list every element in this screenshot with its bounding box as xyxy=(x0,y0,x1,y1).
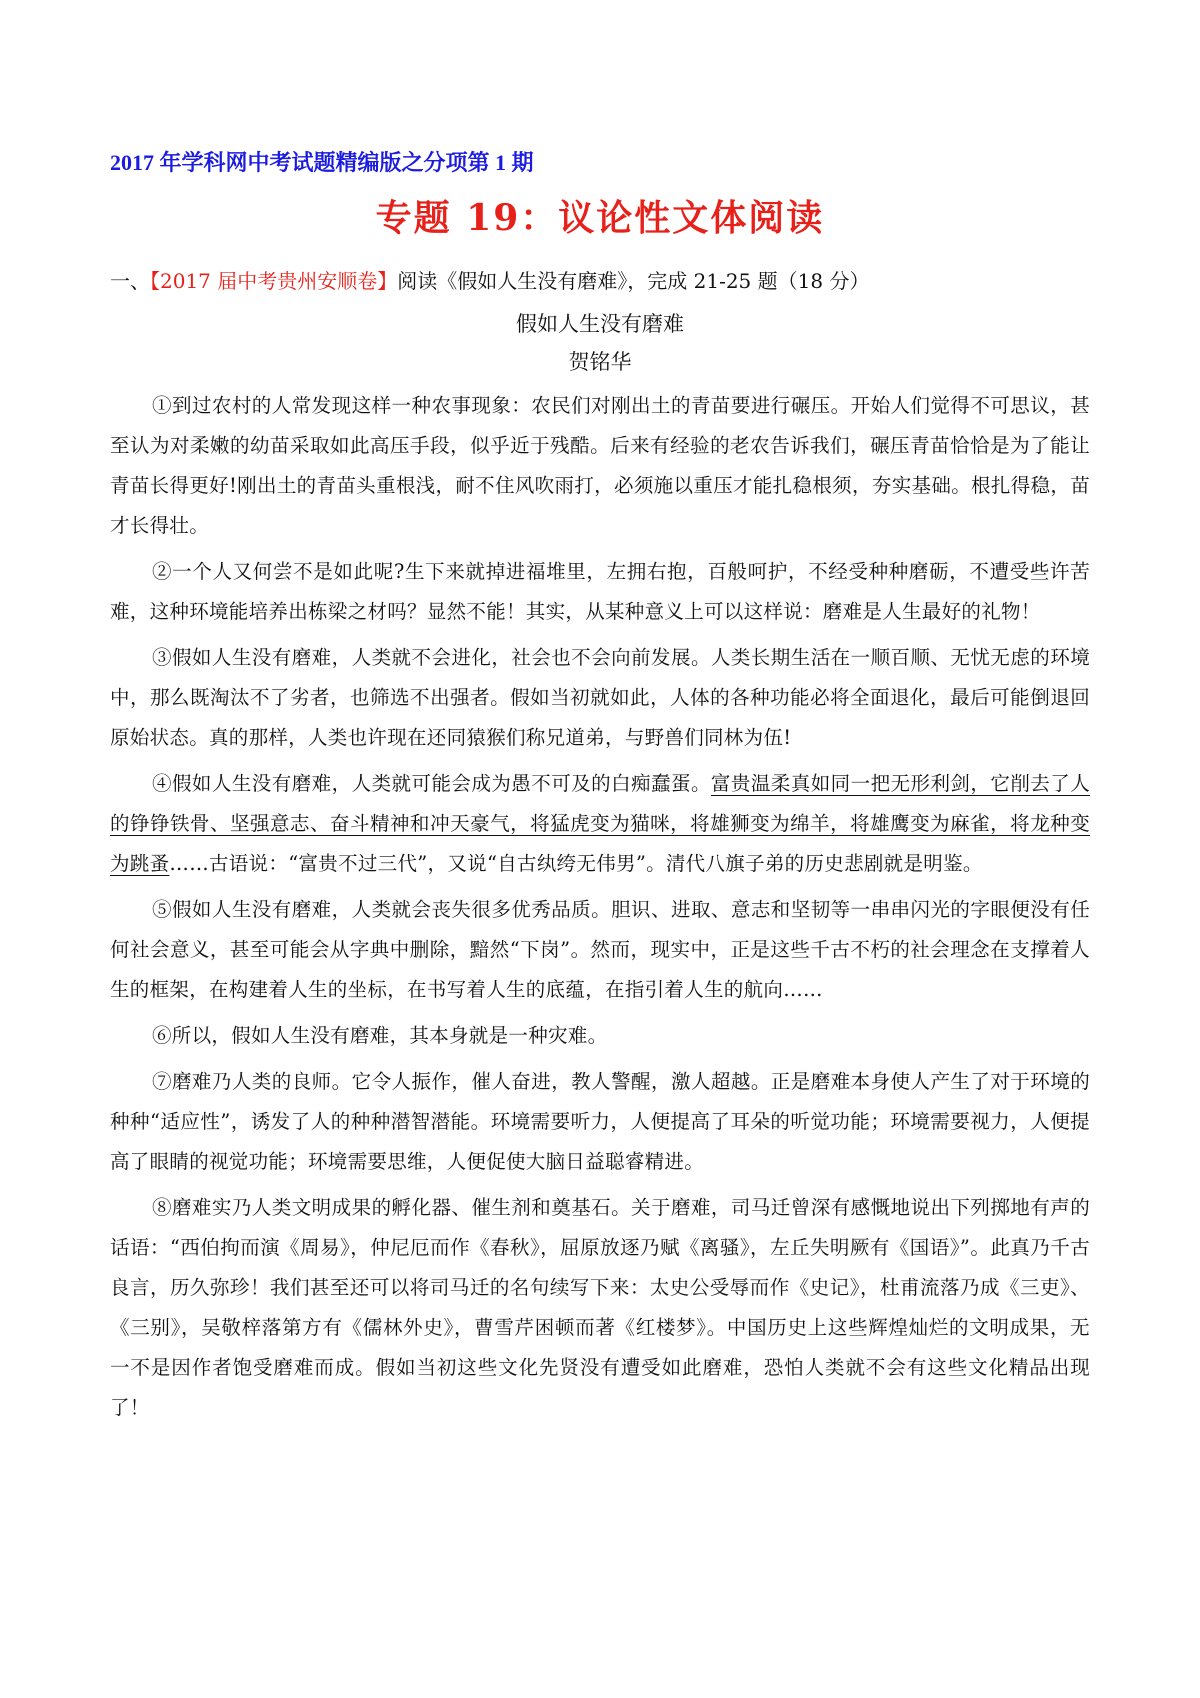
paragraph-4-underlined-sentence: 富贵温柔真如同一把无形利剑，它削去了人的铮铮铁骨、坚强意志、奋斗精神和冲天豪气，将猛虎变为猫咪，将雄狮变为绵羊，将雄鹰变为麻雀，将龙种变为跳蚤 xyxy=(110,772,1090,875)
paragraph-4-rest: ……古语说：“富贵不过三代”，又说“自古纨绔无伟男”。清代八旗子弟的历史悲剧就是明鉴。 xyxy=(169,852,983,875)
article-author: 贺铭华 xyxy=(568,350,632,374)
article-body xyxy=(110,386,1090,1434)
paragraph-4 xyxy=(110,764,1090,884)
main-title: 专题 19：议论性文体阅读 xyxy=(375,197,825,239)
question-line xyxy=(110,265,869,294)
question-prompt: 阅读《假如人生没有磨难》，完成 21-25 题（18 分） xyxy=(397,269,870,293)
series-title: 2017 年学科网中考试题精编版之分项第 1 期 xyxy=(110,150,534,175)
article-title: 假如人生没有磨难 xyxy=(516,312,684,336)
question-source: 【2017 届中考贵州安顺卷】 xyxy=(150,269,398,293)
paragraph-1: ①到过农村的人常发现这样一种农事现象：农民们对刚出土的青苗要进行碾压。开始人们觉得不可思议，甚至认为对柔嫩的幼苗采取如此高压手段，似乎近于残酷。后来有经验的老农告诉我们，碾压青苗恰恰是为了能让青苗长得更好!刚出土的青苗头重根浅，耐不住风吹雨打，必须施以重压才能扎稳根须，夯实基础。根扎得稳，苗才长得壮。 xyxy=(110,394,1090,537)
paragraph-7: ⑦磨难乃人类的良师。它令人振作，催人奋进，教人警醒，激人超越。正是磨难本身使人产生了对于环境的种种“适应性”，诱发了人的种种潜智潜能。环境需要听力，人便提高了耳朵的听觉功能；环境需要视力，人便提高了眼睛的视觉功能；环境需要思维，人便促使大脑日益聪睿精进。 xyxy=(110,1070,1090,1173)
paragraph-8: ⑧磨难实乃人类文明成果的孵化器、催生剂和奠基石。关于磨难，司马迁曾深有感慨地说出下列掷地有声的话语：“西伯拘而演《周易》，仲尼厄而作《春秋》，屈原放逐乃赋《离骚》，左丘失明厥有《国语》”。此真乃千古良言，历久弥珍！我们甚至还可以将司马迁的名句续写下来：太史公受辱而作《史记》，杜甫流落乃成《三吏》、《三别》，吴敬梓落第方有《儒林外史》，曹雪芹困顿而著《红楼梦》。中国历史上这些辉煌灿烂的文明成果，无一不是因作者饱受磨难而成。假如当初这些文化先贤没有遭受如此磨难，恐怕人类就不会有这些文化精品出现了！ xyxy=(110,1196,1090,1419)
paragraph-4-intro: ④假如人生没有磨难，人类就可能会成为愚不可及的白痴蠢蛋。 xyxy=(152,772,711,795)
question-number: 一、 xyxy=(110,269,150,293)
paragraph-5: ⑤假如人生没有磨难，人类就会丧失很多优秀品质。胆识、进取、意志和坚韧等一串串闪光的字眼便没有任何社会意义，甚至可能会从字典中删除，黯然“下岗”。然而，现实中，正是这些千古不朽的社会理念在支撑着人生的框架，在构建着人生的坐标，在书写着人生的底蕴，在指引着人生的航向…… xyxy=(110,898,1090,1001)
paragraph-2: ②一个人又何尝不是如此呢?生下来就掉进福堆里，左拥右抱，百般呵护，不经受种种磨砺，不遭受些许苦难，这种环境能培养出栋梁之材吗？显然不能！其实，从某种意义上可以这样说：磨难是人生最好的礼物！ xyxy=(110,560,1090,623)
paragraph-6: ⑥所以，假如人生没有磨难，其本身就是一种灾难。 xyxy=(152,1024,608,1047)
paragraph-3: ③假如人生没有磨难，人类就不会进化，社会也不会向前发展。人类长期生活在一顺百顺、无忧无虑的环境中，那么既淘汰不了劣者，也筛选不出强者。假如当初就如此，人体的各种功能必将全面退化，最后可能倒退回原始状态。真的那样，人类也许现在还同猿猴们称兄道弟，与野兽们同林为伍! xyxy=(110,646,1090,749)
